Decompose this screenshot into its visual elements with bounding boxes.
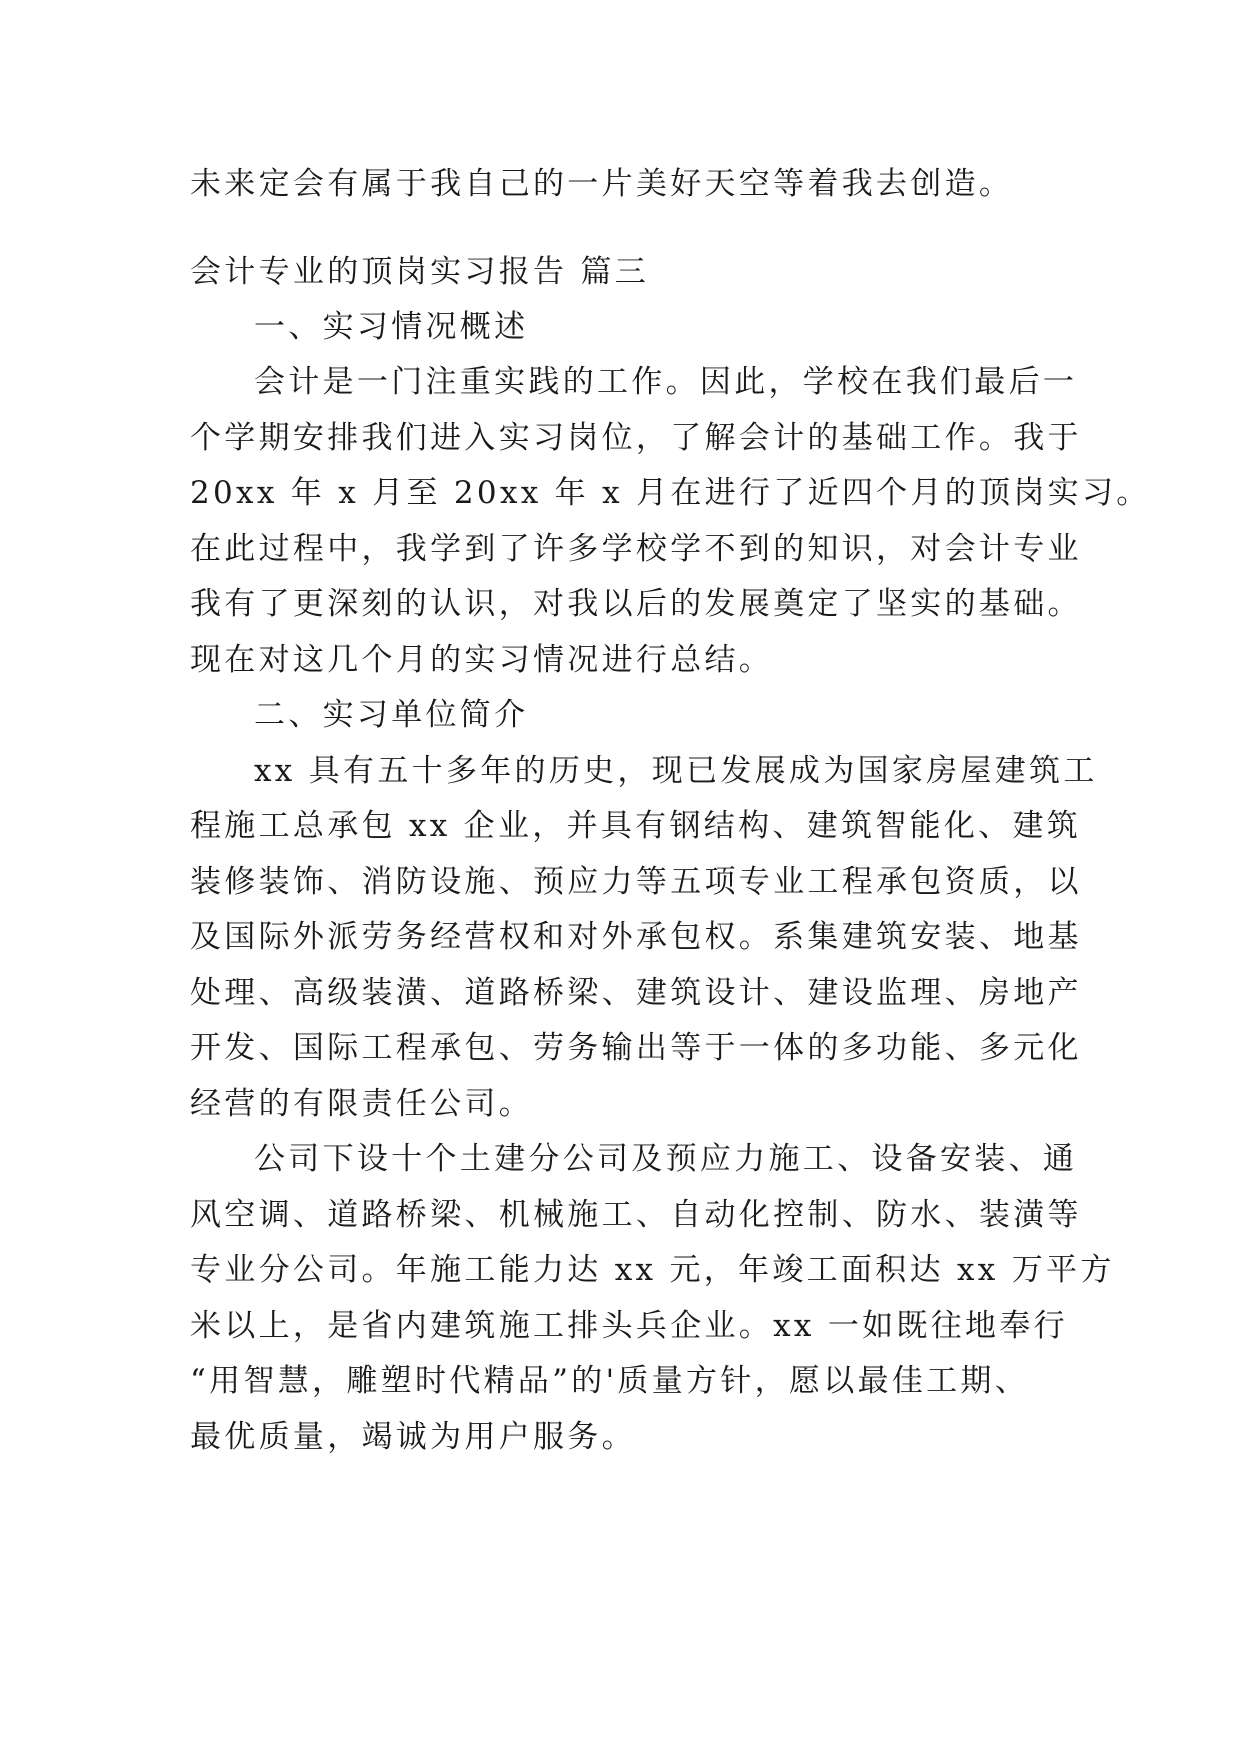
paragraph-line: xx 具有五十多年的历史，现已发展成为国家房屋建筑工 bbox=[254, 753, 1098, 789]
paragraph-line: 处理、高级装潢、道路桥梁、建筑设计、建设监理、房地产 bbox=[190, 975, 1082, 1011]
paragraph-line: 现在对这几个月的实习情况进行总结。 bbox=[190, 642, 774, 678]
paragraph-line: 个学期安排我们进入实习岗位，了解会计的基础工作。我于 bbox=[190, 420, 1082, 456]
paragraph-line: 公司下设十个土建分公司及预应力施工、设备安装、通 bbox=[254, 1141, 1078, 1177]
heading-overview: 一、实习情况概述 bbox=[254, 309, 529, 345]
paragraph-line: 最优质量，竭诚为用户服务。 bbox=[190, 1419, 636, 1455]
closing-sentence: 未来定会有属于我自己的一片美好天空等着我去创造。 bbox=[190, 166, 1014, 202]
paragraph-line: 及国际外派劳务经营权和对外承包权。系集建筑安装、地基 bbox=[190, 919, 1082, 955]
section-title: 会计专业的顶岗实习报告 篇三 bbox=[190, 254, 650, 290]
paragraph-line: 会计是一门注重实践的工作。因此，学校在我们最后一 bbox=[254, 364, 1078, 400]
paragraph-line: “用智慧，雕塑时代精品”的'质量方针，愿以最佳工期、 bbox=[190, 1363, 1030, 1399]
paragraph-line: 专业分公司。年施工能力达 xx 元，年竣工面积达 xx 万平方 bbox=[190, 1252, 1115, 1288]
heading-company: 二、实习单位简介 bbox=[254, 697, 529, 733]
paragraph-line: 20xx 年 x 月至 20xx 年 x 月在进行了近四个月的顶岗实习。 bbox=[190, 475, 1151, 511]
paragraph-line: 我有了更深刻的认识，对我以后的发展奠定了坚实的基础。 bbox=[190, 586, 1082, 622]
paragraph-line: 经营的有限责任公司。 bbox=[190, 1086, 533, 1122]
paragraph-line: 程施工总承包 xx 企业，并具有钢结构、建筑智能化、建筑 bbox=[190, 808, 1082, 844]
paragraph-line: 风空调、道路桥梁、机械施工、自动化控制、防水、装潢等 bbox=[190, 1197, 1082, 1233]
paragraph-line: 米以上，是省内建筑施工排头兵企业。xx 一如既往地奉行 bbox=[190, 1308, 1068, 1344]
paragraph-line: 开发、国际工程承包、劳务输出等于一体的多功能、多元化 bbox=[190, 1030, 1082, 1066]
paragraph-line: 在此过程中，我学到了许多学校学不到的知识，对会计专业 bbox=[190, 531, 1082, 567]
paragraph-line: 装修装饰、消防设施、预应力等五项专业工程承包资质，以 bbox=[190, 864, 1082, 900]
